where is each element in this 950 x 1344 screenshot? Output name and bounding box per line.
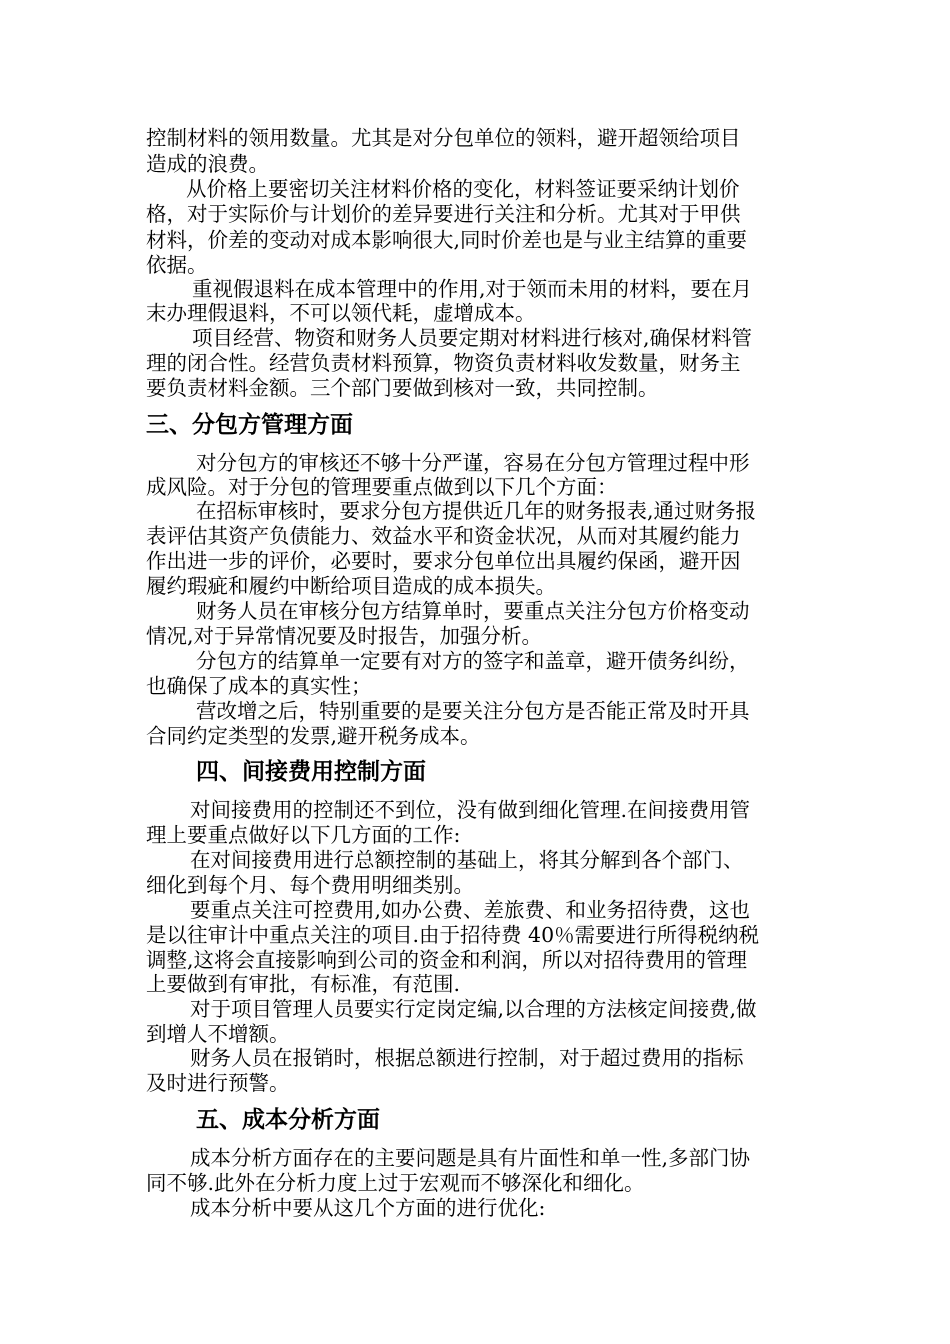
paragraph-line: 财务人员在审核分包方结算单时，要重点关注分包方价格变动 — [196, 599, 750, 623]
paragraph-line: 造成的浪费。 — [146, 152, 269, 176]
paragraph-line: 营改增之后，特别重要的是要关注分包方是否能正常及时开具 — [196, 699, 750, 723]
paragraph-line: 表评估其资产负债能力、效益水平和资金状况，从而对其履约能力 — [146, 524, 741, 548]
paragraph-line: 情况,对于异常情况要及时报告，加强分析。 — [146, 624, 543, 648]
paragraph-line: 及时进行预警。 — [146, 1071, 290, 1095]
paragraph-line: 格，对于实际价与计划价的差异要进行关注和分析。尤其对于甲供 — [146, 202, 741, 226]
paragraph-line: 在对间接费用进行总额控制的基础上，将其分解到各个部门、 — [190, 848, 744, 872]
paragraph-line: 成风险。对于分包的管理要重点做到以下几个方面： — [146, 475, 618, 499]
paragraph-line: 从价格上要密切关注材料价格的变化，材料签证要采纳计划价 — [186, 177, 740, 201]
paragraph-line: 材料，价差的变动对成本影响很大,同时价差也是与业主结算的重要 — [146, 228, 748, 252]
paragraph-line: 成本分析方面存在的主要问题是具有片面性和单一性,多部门协 — [190, 1146, 751, 1170]
paragraph-line: 对于项目管理人员要实行定岗定编,以合理的方法核定间接费,做 — [190, 997, 757, 1021]
paragraph-line: 对间接费用的控制还不到位，没有做到细化管理.在间接费用管 — [190, 798, 751, 822]
paragraph-line: 成本分析中要从这几个方面的进行优化: — [190, 1196, 546, 1220]
paragraph-line: 调整,这将会直接影响到公司的资金和利润，所以对招待费用的管理 — [146, 948, 748, 972]
paragraph-line: 对分包方的审核还不够十分严谨，容易在分包方管理过程中形 — [196, 451, 750, 475]
paragraph-line: 理上要重点做好以下几方面的工作: — [146, 823, 461, 847]
paragraph-line: 项目经营、物资和财务人员要定期对材料进行核对,确保材料管 — [192, 326, 753, 350]
paragraph-line: 控制材料的领用数量。尤其是对分包单位的领料，避开超领给项目 — [146, 126, 741, 150]
paragraph-line: 末办理假退料，不可以领代耗，虚增成本。 — [146, 301, 536, 325]
paragraph-line: 理的闭合性。经营负责材料预算，物资负责材料收发数量，财务主 — [146, 351, 741, 375]
paragraph-line: 同不够.此外在分析力度上过于宏观而不够深化和细化。 — [146, 1171, 645, 1195]
paragraph-line: 也确保了成本的真实性； — [146, 674, 372, 698]
paragraph-line: 分包方的结算单一定要有对方的签字和盖章，避开债务纠纷， — [196, 649, 750, 673]
paragraph-line: 到增人不增额。 — [146, 1022, 290, 1046]
paragraph-line: 细化到每个月、每个费用明细类别。 — [146, 873, 474, 897]
section-heading: 五、成本分析方面 — [196, 1107, 380, 1133]
paragraph-line: 依据。 — [146, 253, 208, 277]
paragraph-line: 要重点关注可控费用,如办公费、差旅费、和业务招待费，这也 — [190, 898, 751, 922]
paragraph-line: 履约瑕疵和履约中断给项目造成的成本损失。 — [146, 574, 556, 598]
paragraph-line: 上要做到有审批，有标准，有范围. — [146, 972, 461, 996]
paragraph-line: 作出进一步的评价，必要时，要求分包单位出具履约保函，避开因 — [146, 549, 741, 573]
paragraph-line: 在招标审核时，要求分包方提供近几年的财务报表,通过财务报 — [196, 499, 757, 523]
section-heading: 三、分包方管理方面 — [146, 412, 353, 438]
paragraph-line: 要负责材料金额。三个部门要做到核对一致，共同控制。 — [146, 376, 659, 400]
section-heading: 四、间接费用控制方面 — [196, 759, 426, 785]
paragraph-line: 重视假退料在成本管理中的作用,对于领而未用的材料，要在月 — [192, 277, 753, 301]
paragraph-line: 是以往审计中重点关注的项目.由于招待费 40％需要进行所得税纳税 — [146, 923, 760, 947]
paragraph-line: 财务人员在报销时，根据总额进行控制，对于超过费用的指标 — [190, 1046, 744, 1070]
paragraph-line: 合同约定类型的发票,避开税务成本。 — [146, 724, 481, 748]
